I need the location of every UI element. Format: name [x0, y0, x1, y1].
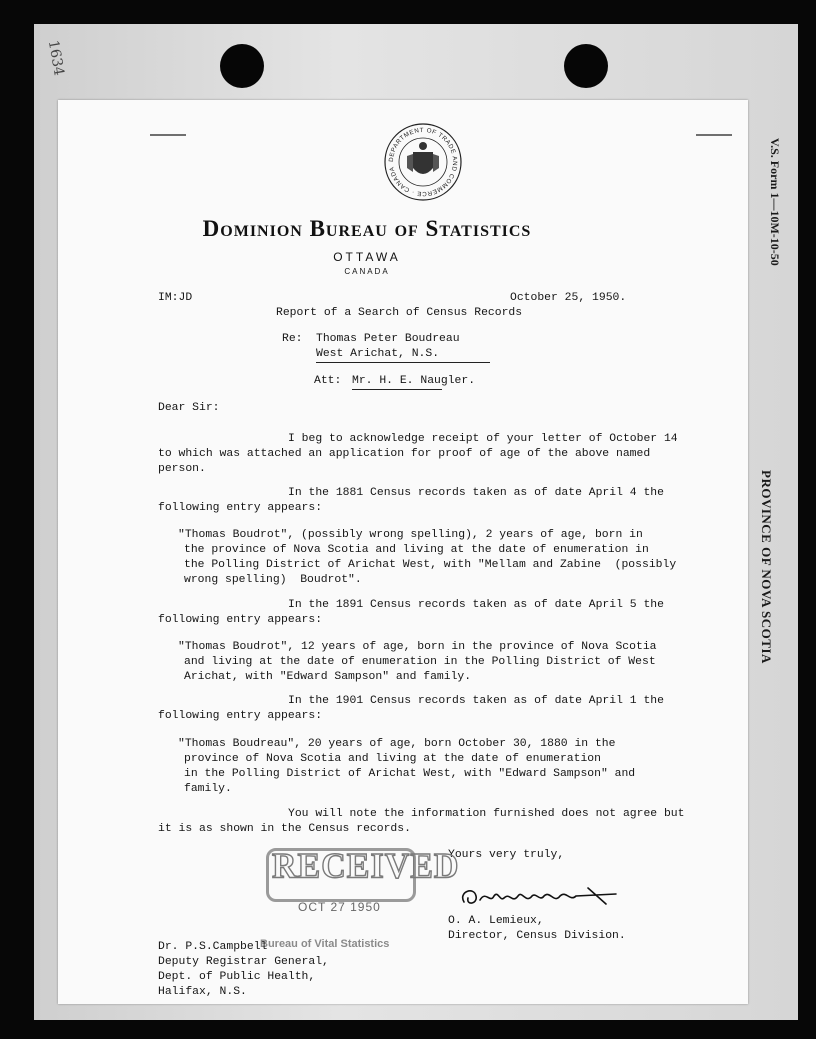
body-line: I beg to acknowledge receipt of your letter of October 14 — [288, 433, 678, 445]
census-entry-line: wrong spelling) Boudrot". — [184, 574, 362, 586]
census-entry-line: family. — [184, 783, 232, 795]
received-stamp-date: OCT 27 1950 — [298, 900, 381, 914]
letter-subject: Report of a Search of Census Records — [276, 307, 523, 319]
province-label: PROVINCE OF NOVA SCOTIA — [759, 470, 774, 664]
re-label: Re: — [282, 333, 303, 345]
census-entry-line: and living at the date of enumeration in the Polling District of West — [184, 656, 656, 668]
body-line: In the 1891 Census records taken as of date April 5 the — [288, 599, 664, 611]
fold-mark-right — [696, 134, 732, 136]
body-line: following entry appears: — [158, 502, 323, 514]
salutation: Dear Sir: — [158, 402, 220, 414]
closing: Yours very truly, — [448, 849, 565, 861]
punch-hole-right — [564, 44, 608, 88]
body-line: to which was attached an application for proof of age of the above named — [158, 448, 651, 460]
census-entry-line: "Thomas Boudreau", 20 years of age, born October 30, 1880 in the — [178, 738, 616, 750]
census-entry-line: "Thomas Boudrot", 12 years of age, born in the province of Nova Scotia — [178, 641, 657, 653]
body-line: In the 1901 Census records taken as of date April 1 the — [288, 695, 664, 707]
punch-hole-left — [220, 44, 264, 88]
body-line: You will note the information furnished does not agree but — [288, 808, 685, 820]
census-entry-line: Arichat, with "Edward Sampson" and family. — [184, 671, 472, 683]
census-entry-line: in the Polling District of Arichat West, with "Edward Sampson" and — [184, 768, 636, 780]
re-address: West Arichat, N.S. — [316, 347, 490, 363]
census-entry-line: the province of Nova Scotia and living at the date of enumeration in — [184, 544, 649, 556]
coat-of-arms-seal-icon — [383, 122, 463, 202]
census-entry-line: province of Nova Scotia and living at the date of enumeration — [184, 753, 601, 765]
fold-mark-left — [150, 134, 186, 136]
re-name: Thomas Peter Boudreau — [316, 333, 460, 345]
signer-name: O. A. Lemieux, — [448, 915, 544, 927]
reference-code: IM:JD — [158, 292, 193, 304]
addressee-line: Halifax, N.S. — [158, 986, 247, 998]
signer-title: Director, Census Division. — [448, 930, 626, 942]
letter-page — [58, 100, 748, 1004]
body-line: In the 1881 Census records taken as of date April 4 the — [288, 487, 664, 499]
corner-note: 1634 — [44, 39, 67, 77]
organization-country: CANADA — [344, 267, 390, 276]
form-number: V.S. Form 1—10M-10-50 — [768, 138, 782, 266]
addressee-line: Dept. of Public Health, — [158, 971, 316, 983]
census-entry-line: "Thomas Boudrot", (possibly wrong spelling), 2 years of age, born in — [178, 529, 643, 541]
census-entry-line: the Polling District of Arichat West, with "Mellam and Zabine (possibly — [184, 559, 677, 571]
addressee-line: Dr. P.S.Campbell — [158, 941, 268, 953]
bureau-stamp: Bureau of Vital Statistics — [260, 938, 390, 950]
body-line: following entry appears: — [158, 710, 323, 722]
body-line: it is as shown in the Census records. — [158, 823, 411, 835]
attention-name: Mr. H. E. Naugler. — [352, 374, 442, 390]
organization-name: Dominion Bureau of Statistics — [202, 216, 532, 241]
letter-date: October 25, 1950. — [510, 292, 627, 304]
body-line: person. — [158, 463, 206, 475]
addressee-line: Deputy Registrar General, — [158, 956, 329, 968]
organization-city: OTTAWA — [333, 250, 401, 264]
seal-text: DEPARTMENT OF TRADE AND COMMERCE · CANADA — [387, 126, 459, 198]
handwritten-signature — [456, 882, 626, 912]
received-stamp-word: RECEIVED — [272, 847, 460, 886]
attention-label: Att: — [314, 375, 342, 387]
body-line: following entry appears: — [158, 614, 323, 626]
